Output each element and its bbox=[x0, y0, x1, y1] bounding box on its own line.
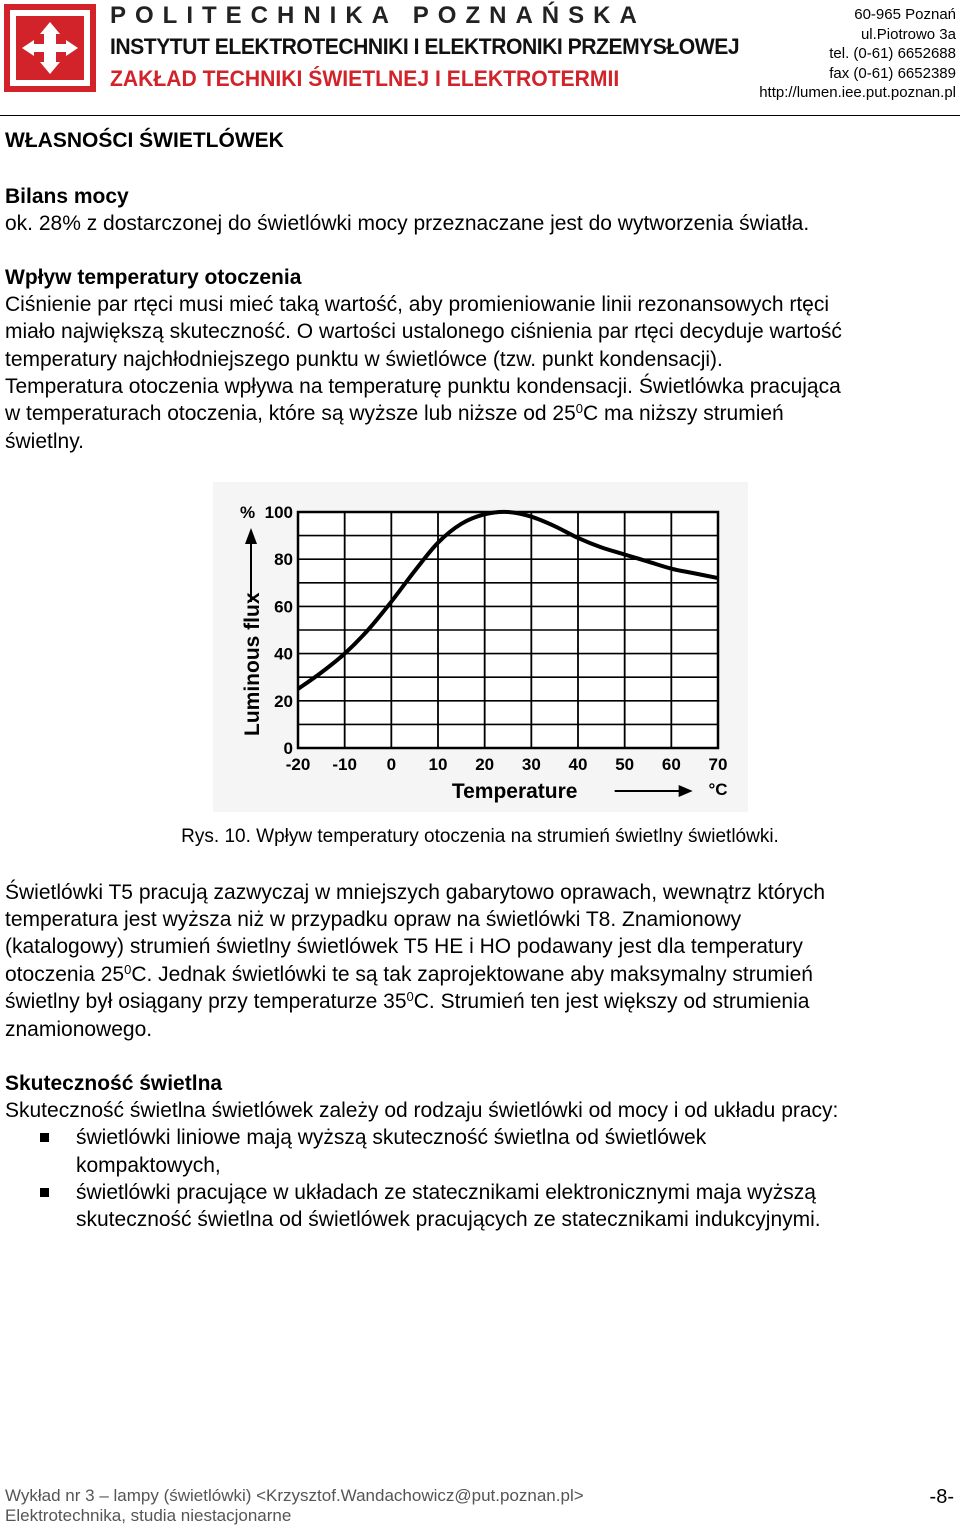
address-url[interactable]: http://lumen.iee.put.poznan.pl bbox=[759, 84, 956, 102]
page-title: WŁASNOŚCI ŚWIETLÓWEK bbox=[5, 129, 284, 152]
y-tick-label: 60 bbox=[274, 597, 293, 617]
address-phone: tel. (0-61) 6652688 bbox=[829, 45, 956, 63]
institution-name: POLITECHNIKA POZNAŃSKA bbox=[110, 2, 646, 29]
bullet-icon bbox=[40, 1188, 49, 1197]
x-axis-label: Temperature bbox=[451, 780, 578, 803]
x-tick-label: 10 bbox=[428, 755, 448, 774]
paragraph-line: Świetlówki T5 pracują zazwyczaj w mniejszych gabarytowo oprawach, wewnątrz których bbox=[5, 881, 826, 904]
paragraph-line bbox=[5, 961, 813, 988]
y-tick-label: 0 bbox=[283, 739, 293, 758]
footer-course-info: Elektrotechnika, studia niestacjonarne bbox=[5, 1506, 292, 1525]
university-logo bbox=[4, 4, 96, 92]
x-tick-label: 70 bbox=[708, 755, 728, 774]
section-heading-power-balance: Bilans mocy bbox=[5, 185, 129, 208]
bullet-line: skuteczność świetlna od świetlówek pracujących ze statecznikami indukcyjnymi. bbox=[76, 1208, 821, 1231]
figure-caption: Rys. 10. Wpływ temperatury otoczenia na strumień świetlny świetlówki. bbox=[181, 826, 779, 847]
text-span: świetlny był osiągany przy temperaturze 35 bbox=[5, 990, 407, 1013]
page-number: -8- bbox=[929, 1486, 954, 1508]
x-tick-label: 0 bbox=[386, 755, 397, 774]
power-balance-text: ok. 28% z dostarczonej do świetlówki mocy przeznaczane jest do wytworzenia światła. bbox=[5, 212, 810, 235]
department-name: ZAKŁAD TECHNIKI ŚWIETLNEJ I ELEKTROTERMII bbox=[110, 66, 620, 91]
bullet-icon bbox=[40, 1133, 49, 1142]
paragraph-line: (katalogowy) strumień świetlny świetlówek T5 HE i HO podawany jest dla temperatury bbox=[5, 935, 803, 958]
x-tick-label: 20 bbox=[475, 755, 495, 774]
address-postal: 60-965 Poznań bbox=[854, 6, 956, 23]
address-fax: fax (0-61) 6652389 bbox=[829, 64, 956, 82]
text-span: otoczenia 25 bbox=[5, 963, 125, 986]
header-divider bbox=[0, 115, 960, 116]
x-tick-label: 30 bbox=[521, 755, 541, 774]
section-heading-luminous-efficacy: Skuteczność świetlna bbox=[5, 1072, 223, 1095]
y-tick-label: 40 bbox=[274, 644, 293, 664]
text-span: C. Strumień ten jest większy od strumienia bbox=[413, 990, 810, 1013]
paragraph-line: temperatury najchłodniejszego punktu w świetlówce (tzw. punkt kondensacji). bbox=[5, 348, 723, 371]
paragraph-line bbox=[5, 988, 809, 1015]
address-block bbox=[759, 5, 956, 103]
degree-superscript: 0 bbox=[124, 962, 132, 977]
x-tick-label: -20 bbox=[285, 755, 311, 774]
paragraph-line: miało największą skuteczność. O wartości ustalonego ciśnienia par rtęci decyduje wartość bbox=[5, 320, 842, 343]
bullet-line: świetlówki pracujące w układach ze statecznikami elektronicznymi maja wyższą bbox=[76, 1181, 816, 1204]
y-tick-label: 80 bbox=[274, 550, 293, 570]
y-unit-label: % bbox=[240, 503, 256, 522]
institute-name: INSTYTUT ELEKTROTECHNIKI I ELEKTRONIKI PRZEMYSŁOWEJ bbox=[110, 34, 740, 59]
y-tick-label: 100 bbox=[264, 503, 293, 522]
x-tick-label: -10 bbox=[332, 755, 357, 774]
paragraph-line: temperatura jest wyższa niż w przypadku opraw na świetlówki T8. Znamionowy bbox=[5, 908, 742, 931]
y-axis-label: Luminous flux bbox=[241, 592, 264, 736]
text-span: C ma niższy strumień bbox=[583, 402, 784, 425]
x-tick-label: 50 bbox=[615, 755, 635, 774]
x-tick-label: 60 bbox=[661, 755, 681, 774]
degree-superscript: 0 bbox=[406, 989, 414, 1004]
paragraph-line: świetlny. bbox=[5, 430, 84, 453]
y-axis-arrow-icon bbox=[245, 528, 257, 544]
paragraph-line: Skuteczność świetlna świetlówek zależy od rodzaju świetlówki od mocy i od układu pracy: bbox=[5, 1099, 839, 1122]
paragraph-line bbox=[5, 400, 784, 427]
paragraph-line: Ciśnienie par rtęci musi mieć taką wartość, aby promieniowanie linii rezonansowych rtęci bbox=[5, 293, 830, 316]
text-span: w temperaturach otoczenia, które są wyższe lub niższe od 25 bbox=[5, 402, 576, 425]
paragraph-line: Temperatura otoczenia wpływa na temperaturę punktu kondensacji. Świetlówka pracująca bbox=[5, 375, 841, 398]
paragraph-line: znamionowego. bbox=[5, 1018, 153, 1041]
luminous-flux-chart bbox=[213, 482, 748, 812]
address-street: ul.Piotrowo 3a bbox=[860, 25, 956, 43]
section-heading-ambient-temperature: Wpływ temperatury otoczenia bbox=[5, 266, 302, 289]
degree-superscript: 0 bbox=[575, 401, 584, 416]
footer-lecture-info: Wykład nr 3 – lampy (świetlówki) <Krzysztof.Wandachowicz@put.poznan.pl> bbox=[5, 1486, 584, 1505]
bullet-line: kompaktowych, bbox=[76, 1154, 221, 1177]
x-axis-arrow-icon bbox=[679, 785, 693, 797]
y-tick-label: 20 bbox=[274, 691, 293, 711]
x-tick-label: 40 bbox=[568, 755, 588, 774]
bullet-line: świetlówki liniowe mają wyższą skuteczność świetlna od świetlówek bbox=[76, 1126, 707, 1149]
text-span: C. Jednak świetlówki te są tak zaprojektowane aby maksymalny strumień bbox=[131, 963, 813, 986]
x-unit-label: °C bbox=[708, 780, 728, 799]
